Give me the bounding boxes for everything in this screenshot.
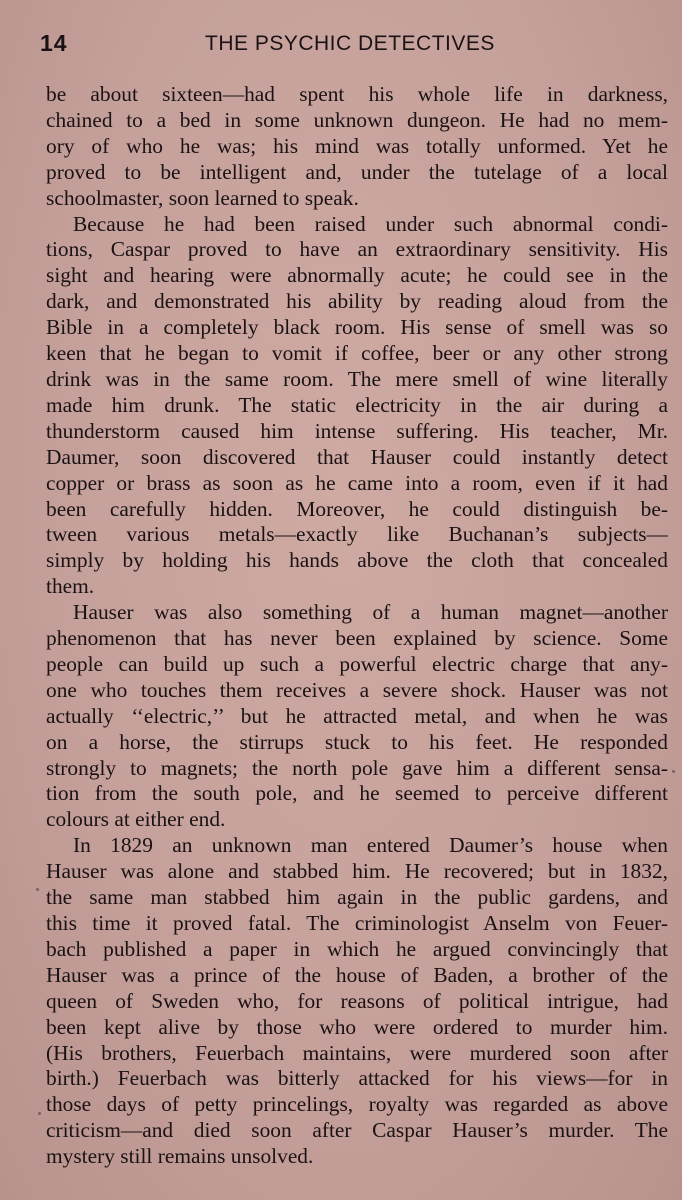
paper-speck	[672, 770, 675, 773]
text-line: Hauser was a prince of the house of Baden, a brother of the	[46, 962, 668, 987]
text-line: strongly to magnets; the north pole gave him a different sensa-	[46, 755, 668, 780]
text-line: sight and hearing were abnormally acute; he could see in the	[46, 263, 668, 288]
text-line: been carefully hidden. Moreover, he could distinguish be-	[46, 496, 668, 521]
text-line: tween various metals—exactly like Buchanan’s subjects—	[46, 522, 668, 547]
text-line: thunderstorm caused him intense suffering. His teacher, Mr.	[46, 418, 668, 443]
text-line: on a horse, the stirrups stuck to his feet. He responded	[46, 729, 668, 754]
text-line: chained to a bed in some unknown dungeon. He had no mem-	[46, 107, 668, 132]
text-line: copper or brass as soon as he came into a room, even if it had	[46, 470, 668, 495]
text-line: Daumer, soon discovered that Hauser could instantly detect	[46, 444, 668, 469]
page-header	[40, 30, 650, 66]
text-line: proved to be intelligent and, under the tutelage of a local	[46, 159, 668, 184]
text-line: schoolmaster, soon learned to speak.	[46, 185, 359, 210]
paragraph-4	[46, 833, 668, 1170]
text-line: tion from the south pole, and he seemed to perceive different	[46, 781, 668, 806]
text-line: actually ‘‘electric,’’ but he attracted metal, and when he was	[46, 703, 668, 728]
paper-speck	[38, 1112, 41, 1115]
text-line: queen of Sweden who, for reasons of political intrigue, had	[46, 988, 668, 1013]
text-line: one who touches them receives a severe shock. Hauser was not	[46, 677, 668, 702]
text-line: Hauser was also something of a human magnet—another	[73, 600, 668, 625]
text-line: Hauser was alone and stabbed him. He recovered; but in 1832,	[46, 859, 668, 884]
text-line: Because he had been raised under such abnormal condi-	[73, 211, 668, 236]
text-line: made him drunk. The static electricity in the air during a	[46, 392, 668, 417]
paper-speck	[36, 888, 39, 891]
text-line: In 1829 an unknown man entered Daumer’s house when	[73, 833, 668, 858]
text-line: dark, and demonstrated his ability by reading aloud from the	[46, 289, 668, 314]
text-line: bach published a paper in which he argued convincingly that	[46, 936, 668, 961]
text-line: Bible in a completely black room. His sense of smell was so	[46, 315, 668, 340]
text-line: keen that he began to vomit if coffee, beer or any other strong	[46, 341, 668, 366]
text-line: (His brothers, Feuerbach maintains, were murdered soon after	[46, 1040, 668, 1065]
paragraph-3	[46, 600, 668, 833]
page-number: 14	[40, 30, 68, 56]
text-line: drink was in the same room. The mere smell of wine literally	[46, 366, 668, 391]
text-line: been kept alive by those who were ordered to murder him.	[46, 1014, 668, 1039]
body-text	[46, 82, 668, 1170]
text-line: them.	[46, 574, 95, 599]
text-line: people can build up such a powerful electric charge that any-	[46, 651, 668, 676]
text-line: be about sixteen—had spent his whole life in darkness,	[46, 82, 668, 106]
text-line: simply by holding his hands above the cloth that concealed	[46, 548, 668, 573]
text-line: tions, Caspar proved to have an extraordinary sensitivity. His	[46, 237, 668, 262]
text-line: birth.) Feuerbach was bitterly attacked for his views—for in	[46, 1066, 668, 1091]
text-line: mystery still remains unsolved.	[46, 1144, 314, 1169]
text-line: phenomenon that has never been explained by science. Some	[46, 626, 668, 651]
running-head: THE PSYCHIC DETECTIVES	[205, 32, 495, 55]
paragraph-1	[46, 82, 668, 212]
text-line: this time it proved fatal. The criminologist Anselm von Feuer-	[46, 911, 668, 935]
paragraph-2	[46, 212, 668, 601]
text-line: ory of who he was; his mind was totally unformed. Yet he	[46, 133, 668, 158]
text-line: criticism—and died soon after Caspar Hauser’s murder. The	[46, 1118, 668, 1143]
text-line: colours at either end.	[46, 807, 226, 832]
text-line: the same man stabbed him again in the public gardens, and	[46, 885, 668, 910]
text-line: those days of petty princelings, royalty was regarded as above	[46, 1092, 668, 1117]
